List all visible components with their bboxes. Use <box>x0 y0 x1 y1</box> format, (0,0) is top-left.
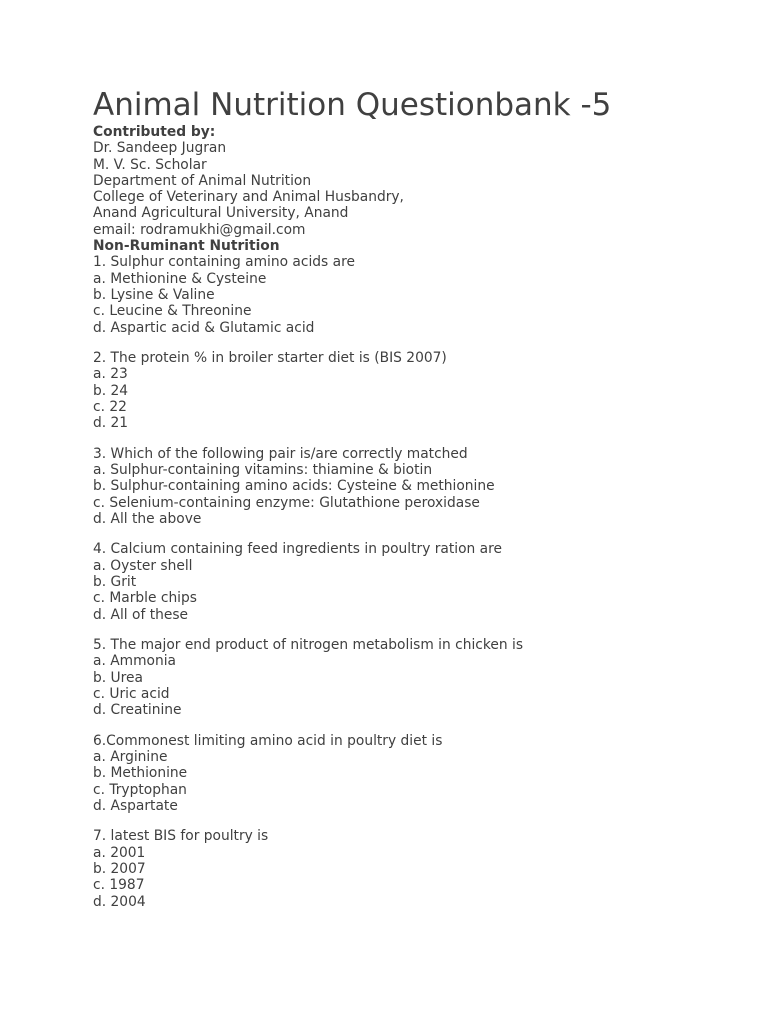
question-item <box>93 254 733 335</box>
option-list <box>93 653 733 718</box>
option-item: b. 2007 <box>93 861 146 877</box>
option-item: c. Selenium-containing enzyme: Glutathione peroxidase <box>93 494 480 511</box>
option-item: a. Sulphur-containing vitamins: thiamine & biotin <box>93 462 433 479</box>
question-item <box>93 446 733 527</box>
question-text: 2. The protein % in broiler starter diet is (BIS 2007) <box>93 350 447 367</box>
contributor-email: email: rodramukhi@gmail.com <box>93 221 306 238</box>
contributor-line: Anand Agricultural University, Anand <box>93 205 349 222</box>
option-item: d. Aspartate <box>93 797 178 814</box>
option-item: b. Urea <box>93 669 143 686</box>
option-item: d. Aspartic acid & Glutamic acid <box>93 319 315 336</box>
option-list <box>93 271 733 336</box>
option-item: c. Uric acid <box>93 685 170 702</box>
option-item: a. 23 <box>93 366 128 383</box>
option-item: b. 24 <box>93 382 129 399</box>
option-item: c. 22 <box>93 398 127 415</box>
question-text: 6.Commonest limiting amino acid in poultry diet is <box>93 732 443 749</box>
option-item: b. Sulphur-containing amino acids: Cysteine & methionine <box>93 478 495 495</box>
contributor-line: Department of Animal Nutrition <box>93 172 312 189</box>
question-text: 7. latest BIS for poultry is <box>93 828 269 845</box>
question-text: 4. Calcium containing feed ingredients in poultry ration are <box>93 541 502 558</box>
question-item <box>93 637 733 718</box>
option-item: a. Methionine & Cysteine <box>93 270 267 287</box>
option-item: b. Methionine <box>93 765 188 782</box>
option-item: a. Arginine <box>93 749 168 766</box>
question-item <box>93 350 733 431</box>
section-heading: Non-Ruminant Nutrition <box>93 238 280 255</box>
option-item: a. 2001 <box>93 844 146 861</box>
option-item: c. Marble chips <box>93 590 197 607</box>
option-item: a. Ammonia <box>93 653 177 670</box>
contributor-heading: Contributed by: <box>93 124 216 140</box>
option-item: d. 21 <box>93 415 129 432</box>
option-item: d. 2004 <box>93 893 146 910</box>
option-item: d. All of these <box>93 606 189 623</box>
question-list <box>93 254 733 910</box>
option-list <box>93 366 733 431</box>
document-page <box>93 86 733 910</box>
question-item <box>93 733 733 814</box>
option-list <box>93 558 733 623</box>
option-item: c. 1987 <box>93 877 145 894</box>
contributor-line: Dr. Sandeep Jugran <box>93 140 227 157</box>
question-text: 3. Which of the following pair is/are correctly matched <box>93 445 468 462</box>
question-item <box>93 541 733 622</box>
option-item: a. Oyster shell <box>93 557 193 574</box>
option-item: c. Leucine & Threonine <box>93 303 252 320</box>
question-text: 1. Sulphur containing amino acids are <box>93 254 355 271</box>
option-item: c. Tryptophan <box>93 781 187 798</box>
contributor-block <box>93 124 733 238</box>
option-item: b. Lysine & Valine <box>93 286 215 303</box>
option-item: d. Creatinine <box>93 702 182 719</box>
option-list <box>93 749 733 814</box>
document-title: Animal Nutrition Questionbank -5 <box>93 87 612 123</box>
option-list <box>93 462 733 527</box>
question-text: 5. The major end product of nitrogen metabolism in chicken is <box>93 637 524 654</box>
option-item: b. Grit <box>93 573 137 590</box>
option-list <box>93 845 733 910</box>
option-item: d. All the above <box>93 510 202 527</box>
contributor-line: M. V. Sc. Scholar <box>93 156 207 173</box>
contributor-line: College of Veterinary and Animal Husbandry, <box>93 189 404 206</box>
question-item <box>93 828 733 909</box>
